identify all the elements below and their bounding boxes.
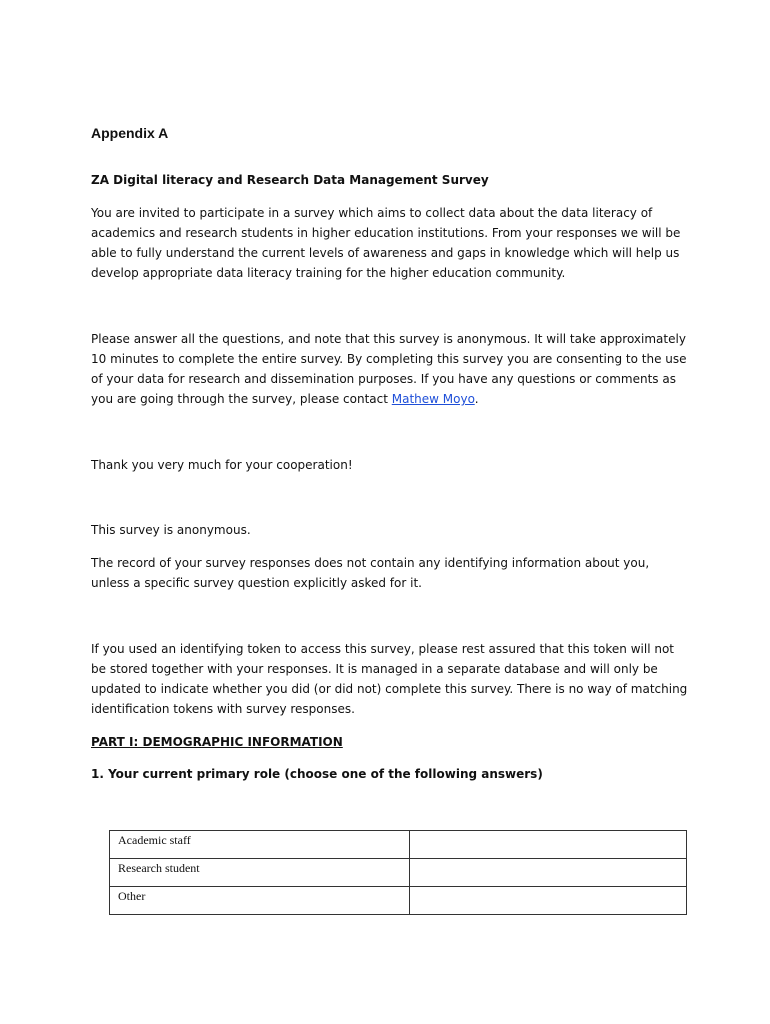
survey-title: ZA Digital literacy and Research Data Management Survey — [91, 173, 489, 187]
role-option-answer-cell[interactable] — [410, 859, 687, 887]
thanks-text: Thank you very much for your cooperation! — [91, 458, 353, 472]
table-row — [110, 887, 687, 915]
instructions-end: . — [474, 392, 479, 406]
table-row — [110, 831, 687, 859]
role-option-label: Research student — [110, 859, 410, 887]
role-option-answer-cell[interactable] — [410, 831, 687, 859]
contact-link[interactable]: Mathew Moyo — [391, 392, 475, 406]
question-1: 1. Your current primary role (choose one of the following answers) — [91, 767, 543, 781]
role-option-label: Other — [110, 887, 410, 915]
instructions-paragraph — [91, 329, 691, 409]
role-option-label: Academic staff — [110, 831, 410, 859]
intro-paragraph: You are invited to participate in a survey which aims to collect data about the data literacy of academics and research students in higher education institutions. From your responses we will be able to fully understand the current levels of awareness and gaps in knowledge which will help us develop appropriate data literacy training for the higher education community. — [91, 206, 681, 280]
table-row — [110, 859, 687, 887]
part-heading: PART I: DEMOGRAPHIC INFORMATION — [91, 735, 343, 749]
record-paragraph: The record of your survey responses does not contain any identifying information about you, unless a specific survey question explicitly asked for it. — [91, 556, 650, 590]
anonymous-text: This survey is anonymous. — [91, 523, 251, 537]
token-paragraph: If you used an identifying token to access this survey, please rest assured that this token will not be stored together with your responses. It is managed in a separate database and will only be updated to indicate whether you did (or did not) complete this survey. There is no way of matching identification tokens with survey responses. — [91, 642, 688, 716]
role-option-answer-cell[interactable] — [410, 887, 687, 915]
appendix-title: Appendix A — [91, 125, 169, 141]
instructions-text: Please answer all the questions, and note that this survey is anonymous. It will take approximately 10 minutes to complete the entire survey. By completing this survey you are consenting to the use of your data for research and dissemination purposes. If you have any questions or comments as you are going through the survey, please contact — [91, 332, 687, 406]
role-options-table — [109, 830, 687, 915]
